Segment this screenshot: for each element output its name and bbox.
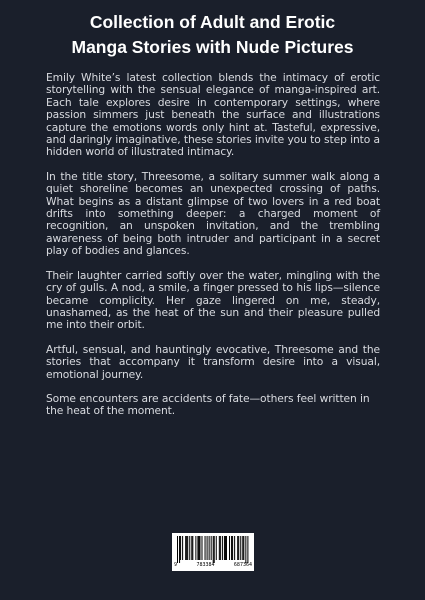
barcode-bar [240, 536, 241, 560]
back-cover-description [46, 72, 380, 430]
barcode-bar [243, 536, 244, 560]
barcode-bar [237, 536, 238, 560]
barcode-bars [172, 533, 254, 563]
barcode-bar [195, 536, 196, 560]
description-paragraph-3: Their laughter carried softly over the water, mingling with the cry of gulls. A nod, a smile, a finger pressed to his lips—silence became complicity. Her gaze lingered on me, steady, unashamed, as the heat of the sun and their pleasure pulled me into their orbit. [46, 268, 380, 332]
barcode-bar [180, 536, 181, 560]
barcode-bar [232, 536, 233, 560]
description-paragraph-1: Emily White’s latest collection blends the intimacy of erotic storytelling with the sensual elegance of manga-inspired art. Each tale explores desire in contemporary settings, where passion simmers just beneath the surface and illustrations capture the emotions words only hint at. Tasteful, expressive, and daringly imaginative, these stories invite you to step into a hidden world of illustrated intimacy. [46, 71, 380, 159]
barcode-bar [192, 536, 193, 560]
barcode-bar [234, 536, 235, 560]
book-title [30, 10, 395, 60]
barcode-digits-right: 687364 [233, 562, 252, 568]
description-paragraph-4: Artful, sensual, and hauntingly evocative, Threesome and the stories that accompany it transform desire into a visual, emotional journey. [46, 342, 380, 381]
barcode-bar [224, 536, 225, 560]
barcode-bar [214, 536, 215, 563]
barcode-bar [213, 536, 214, 563]
barcode-bar [198, 536, 199, 560]
barcode-bar [185, 536, 186, 560]
description-paragraph-5: Some encounters are accidents of fate—others feel written in the heat of the moment. [46, 391, 370, 418]
barcode-bar [226, 536, 227, 560]
barcode-bar [186, 536, 187, 560]
barcode-bar [247, 536, 248, 563]
barcode-digits-left: 783384 [196, 562, 215, 568]
isbn-barcode [172, 533, 254, 571]
barcode-bar [177, 536, 178, 563]
barcode-bar [182, 536, 183, 560]
barcode-bar [209, 536, 210, 560]
barcode-bar [231, 536, 232, 560]
barcode-bar [245, 536, 246, 563]
book-title-line-2: Manga Stories with Nude Pictures [71, 37, 354, 57]
barcode-bar [222, 536, 223, 560]
description-paragraph-2: In the title story, Threesome, a solitary summer walk along a quiet shoreline becomes an unexpected crossing of paths. What begins as a distant glimpse of two lovers in a red boat drifts into something deeper: a charged moment of recognition, an unspoken invitation, and the trembling awareness of being both intruder and participant in a secret play of bodies and glances. [46, 169, 380, 258]
barcode-bar [197, 536, 198, 560]
barcode-bar [205, 536, 206, 560]
barcode-bar [191, 536, 192, 560]
barcode-bar [219, 536, 220, 560]
barcode-bar [199, 536, 200, 560]
barcode-bar [187, 536, 188, 560]
barcode-bar [211, 536, 212, 560]
barcode-bar [220, 536, 221, 560]
barcode-bar [229, 536, 230, 560]
barcode-digits [172, 562, 254, 569]
barcode-bar [201, 536, 202, 560]
barcode-bar [238, 536, 239, 560]
barcode-bar [207, 536, 208, 560]
book-title-line-1: Collection of Adult and Erotic [89, 12, 336, 32]
barcode-bar [242, 536, 243, 560]
barcode-digit-lead: 9 [174, 562, 178, 568]
barcode-bar [179, 536, 180, 563]
barcode-bar [189, 536, 190, 560]
barcode-bar [216, 536, 217, 560]
barcode-bar [225, 536, 226, 560]
